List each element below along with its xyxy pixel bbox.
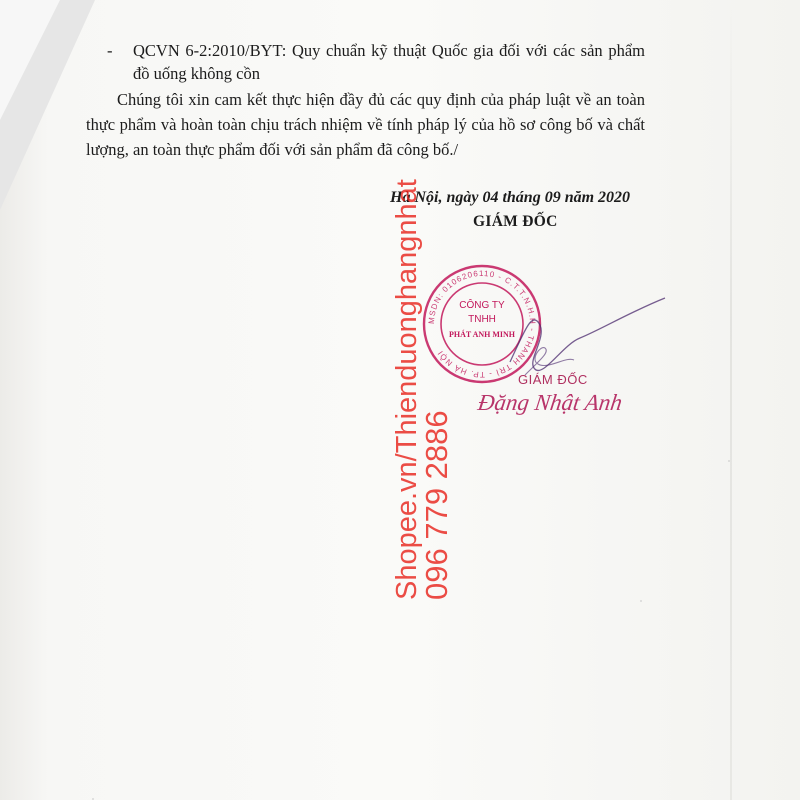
commitment-line-1: Chúng tôi xin cam kết thực hiện đầy đủ các quy định của pháp luật về an toàn — [117, 90, 645, 109]
seal-center-line-1: CÔNG TY — [459, 300, 505, 311]
bullet-line-2: đồ uống không cồn — [133, 64, 260, 83]
signatory-name-stamp: Đặng Nhật Anh — [476, 390, 624, 415]
commitment-line-2: thực phẩm và hoàn toàn chịu trách nhiệm về tính pháp lý của hồ sơ công bố và chất — [86, 115, 645, 134]
seal-ring-text: MSDN: 0106206110 - C.T.T.N.H.H - THANH TRÌ - TP. HÀ NỘI — [426, 268, 538, 380]
commitment-line-3: lượng, an toàn thực phẩm đối với sản phẩm đã công bố./ — [86, 140, 459, 159]
page-fold-highlight — [0, 0, 60, 120]
seal-center-line-2: TNHH — [468, 314, 496, 325]
watermark-line-1: Shopee.vn/Thienduonghangnhat — [391, 179, 423, 600]
seal-center-line-3: PHÁT ANH MINH — [448, 330, 516, 339]
bullet-dash: - — [107, 41, 113, 60]
page-edge — [730, 0, 732, 800]
bullet-line-1: QCVN 6-2:2010/BYT: Quy chuẩn kỹ thuật Quốc gia đối với các sản phẩm — [133, 41, 645, 60]
seal-title: GIÁM ĐỐC — [518, 372, 588, 387]
watermark-line-2: 096 779 2886 — [419, 410, 454, 600]
signatory-title: GIÁM ĐỐC — [473, 213, 558, 230]
date-line: Hà Nội, ngày 04 tháng 09 năm 2020 — [390, 189, 631, 206]
